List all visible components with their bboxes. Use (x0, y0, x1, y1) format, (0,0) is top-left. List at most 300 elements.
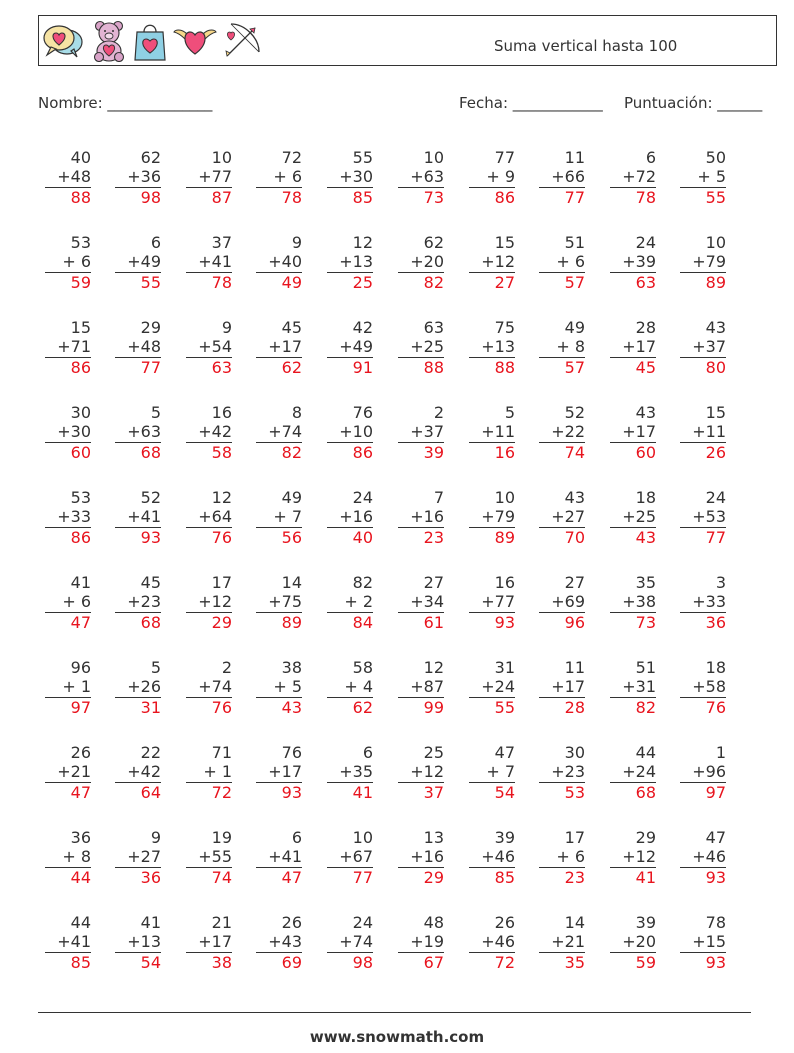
footer-divider (38, 1012, 751, 1013)
second-addend: +20 (622, 932, 656, 951)
addition-problem (680, 658, 726, 717)
first-addend: 17 (564, 828, 585, 847)
first-addend: 40 (70, 148, 91, 167)
first-addend: 77 (494, 148, 515, 167)
addition-problem (398, 148, 444, 207)
second-addend: + 6 (273, 167, 302, 186)
second-addend: +42 (198, 422, 232, 441)
score-field: Puntuación: ______ (624, 94, 763, 112)
addition-problem (539, 233, 585, 292)
answer: 86 (70, 528, 91, 547)
first-addend: 30 (70, 403, 91, 422)
first-addend: 47 (494, 743, 515, 762)
second-addend: + 6 (62, 252, 91, 271)
addition-problem (45, 573, 91, 632)
first-addend: 1 (715, 743, 726, 762)
second-addend: +37 (410, 422, 444, 441)
addition-problem (186, 233, 232, 292)
addition-problem (398, 573, 444, 632)
second-addend: +96 (692, 762, 726, 781)
addition-problem (186, 318, 232, 377)
addition-problem (539, 743, 585, 802)
addition-problem (469, 233, 515, 292)
second-addend: +12 (198, 592, 232, 611)
second-addend: +43 (268, 932, 302, 951)
answer: 60 (70, 443, 91, 462)
addition-problem (186, 913, 232, 972)
first-addend: 51 (635, 658, 656, 677)
addition-problem (398, 403, 444, 462)
addition-problem (680, 403, 726, 462)
answer: 63 (211, 358, 232, 377)
answer: 59 (635, 953, 656, 972)
answer: 59 (70, 273, 91, 292)
answer: 85 (352, 188, 373, 207)
second-addend: +25 (622, 507, 656, 526)
answer: 88 (494, 358, 515, 377)
second-addend: +46 (692, 847, 726, 866)
addition-problem (680, 233, 726, 292)
answer: 82 (635, 698, 656, 717)
answer: 78 (211, 273, 232, 292)
answer: 35 (564, 953, 585, 972)
first-addend: 22 (140, 743, 161, 762)
second-addend: +77 (198, 167, 232, 186)
first-addend: 14 (281, 573, 302, 592)
addition-problem (610, 318, 656, 377)
addition-problem (256, 828, 302, 887)
first-addend: 96 (70, 658, 91, 677)
addition-problem (680, 148, 726, 207)
second-addend: +74 (339, 932, 373, 951)
answer: 76 (705, 698, 726, 717)
addition-problem (327, 403, 373, 462)
answer: 23 (564, 868, 585, 887)
first-addend: 53 (70, 233, 91, 252)
addition-problem (327, 488, 373, 547)
second-addend: +25 (410, 337, 444, 356)
answer: 57 (564, 273, 585, 292)
answer: 27 (494, 273, 515, 292)
answer: 49 (281, 273, 302, 292)
first-addend: 13 (423, 828, 444, 847)
answer: 89 (281, 613, 302, 632)
second-addend: +40 (268, 252, 302, 271)
addition-problem (680, 488, 726, 547)
first-addend: 6 (362, 743, 373, 762)
answer: 97 (705, 783, 726, 802)
answer: 41 (635, 868, 656, 887)
first-addend: 24 (635, 233, 656, 252)
first-addend: 12 (423, 658, 444, 677)
addition-problem (610, 913, 656, 972)
second-addend: +69 (551, 592, 585, 611)
addition-problem (469, 403, 515, 462)
answer: 88 (423, 358, 444, 377)
addition-problem (45, 828, 91, 887)
second-addend: +12 (481, 252, 515, 271)
answer: 78 (635, 188, 656, 207)
first-addend: 29 (140, 318, 161, 337)
answer: 77 (564, 188, 585, 207)
answer: 47 (281, 868, 302, 887)
second-addend: +23 (127, 592, 161, 611)
answer: 97 (70, 698, 91, 717)
answer: 54 (140, 953, 161, 972)
name-field: Nombre: ______________ (38, 94, 213, 112)
answer: 57 (564, 358, 585, 377)
second-addend: +75 (268, 592, 302, 611)
first-addend: 75 (494, 318, 515, 337)
first-addend: 39 (494, 828, 515, 847)
addition-problem (115, 148, 161, 207)
addition-problem (539, 318, 585, 377)
addition-problem (186, 828, 232, 887)
addition-problem (469, 318, 515, 377)
addition-problem (256, 233, 302, 292)
addition-problem (398, 828, 444, 887)
addition-problem (610, 233, 656, 292)
teddy-bear-icon (91, 20, 127, 62)
second-addend: +48 (57, 167, 91, 186)
second-addend: + 4 (344, 677, 373, 696)
first-addend: 26 (494, 913, 515, 932)
second-addend: +30 (57, 422, 91, 441)
first-addend: 18 (705, 658, 726, 677)
answer: 62 (352, 698, 373, 717)
addition-problem (469, 148, 515, 207)
addition-problem (610, 658, 656, 717)
addition-problem (539, 573, 585, 632)
first-addend: 48 (423, 913, 444, 932)
addition-problem (327, 913, 373, 972)
first-addend: 21 (211, 913, 232, 932)
answer: 29 (211, 613, 232, 632)
second-addend: +27 (127, 847, 161, 866)
first-addend: 2 (221, 658, 232, 677)
second-addend: +41 (57, 932, 91, 951)
first-addend: 10 (211, 148, 232, 167)
answer: 47 (70, 783, 91, 802)
first-addend: 5 (504, 403, 515, 422)
addition-problem (256, 318, 302, 377)
answer: 93 (705, 868, 726, 887)
first-addend: 6 (150, 233, 161, 252)
first-addend: 35 (635, 573, 656, 592)
addition-problem (256, 658, 302, 717)
second-addend: +24 (622, 762, 656, 781)
addition-problem (45, 403, 91, 462)
answer: 73 (635, 613, 656, 632)
addition-problem (45, 148, 91, 207)
answer: 16 (494, 443, 515, 462)
answer: 47 (70, 613, 91, 632)
answer: 87 (211, 188, 232, 207)
answer: 38 (211, 953, 232, 972)
answer: 63 (635, 273, 656, 292)
first-addend: 9 (150, 828, 161, 847)
answer: 70 (564, 528, 585, 547)
page-title: Suma vertical hasta 100 (494, 37, 678, 55)
chat-hearts-icon (41, 20, 85, 60)
answer: 82 (281, 443, 302, 462)
addition-problem (539, 913, 585, 972)
second-addend: +23 (551, 762, 585, 781)
first-addend: 15 (705, 403, 726, 422)
addition-problem (327, 828, 373, 887)
first-addend: 15 (70, 318, 91, 337)
answer: 93 (140, 528, 161, 547)
first-addend: 2 (433, 403, 444, 422)
first-addend: 50 (705, 148, 726, 167)
addition-problem (610, 573, 656, 632)
answer: 44 (70, 868, 91, 887)
addition-problem (327, 318, 373, 377)
first-addend: 55 (352, 148, 373, 167)
addition-problem (115, 743, 161, 802)
second-addend: +22 (551, 422, 585, 441)
addition-problem (469, 658, 515, 717)
first-addend: 49 (564, 318, 585, 337)
first-addend: 25 (423, 743, 444, 762)
addition-problem (115, 403, 161, 462)
addition-problem (610, 148, 656, 207)
second-addend: +67 (339, 847, 373, 866)
first-addend: 43 (564, 488, 585, 507)
addition-problem (115, 233, 161, 292)
second-addend: +42 (127, 762, 161, 781)
first-addend: 10 (423, 148, 444, 167)
second-addend: +12 (622, 847, 656, 866)
answer: 93 (705, 953, 726, 972)
addition-problem (115, 318, 161, 377)
second-addend: +72 (622, 167, 656, 186)
addition-problem (610, 488, 656, 547)
first-addend: 26 (70, 743, 91, 762)
addition-problem (186, 488, 232, 547)
addition-problem (539, 828, 585, 887)
second-addend: +58 (692, 677, 726, 696)
addition-problem (469, 828, 515, 887)
first-addend: 9 (291, 233, 302, 252)
addition-problem (327, 148, 373, 207)
second-addend: +48 (127, 337, 161, 356)
second-addend: +17 (268, 762, 302, 781)
first-addend: 76 (281, 743, 302, 762)
second-addend: + 8 (556, 337, 585, 356)
addition-problem (256, 488, 302, 547)
addition-problem (327, 658, 373, 717)
answer: 98 (140, 188, 161, 207)
answer: 45 (635, 358, 656, 377)
answer: 68 (635, 783, 656, 802)
first-addend: 72 (281, 148, 302, 167)
second-addend: +13 (481, 337, 515, 356)
answer: 53 (564, 783, 585, 802)
first-addend: 49 (281, 488, 302, 507)
second-addend: + 9 (486, 167, 515, 186)
second-addend: +38 (622, 592, 656, 611)
addition-problem (398, 318, 444, 377)
first-addend: 10 (352, 828, 373, 847)
addition-problem (45, 743, 91, 802)
answer: 68 (140, 443, 161, 462)
first-addend: 6 (645, 148, 656, 167)
first-addend: 24 (705, 488, 726, 507)
addition-problem (256, 148, 302, 207)
second-addend: +53 (692, 507, 726, 526)
heart-bag-icon (133, 20, 167, 62)
header-icons (41, 20, 263, 62)
answer: 36 (140, 868, 161, 887)
first-addend: 39 (635, 913, 656, 932)
second-addend: + 6 (556, 252, 585, 271)
first-addend: 78 (705, 913, 726, 932)
answer: 68 (140, 613, 161, 632)
answer: 77 (705, 528, 726, 547)
first-addend: 44 (70, 913, 91, 932)
answer: 93 (494, 613, 515, 632)
second-addend: +11 (481, 422, 515, 441)
answer: 69 (281, 953, 302, 972)
answer: 96 (564, 613, 585, 632)
first-addend: 82 (352, 573, 373, 592)
first-addend: 47 (705, 828, 726, 847)
first-addend: 36 (70, 828, 91, 847)
addition-problem (610, 743, 656, 802)
second-addend: +74 (198, 677, 232, 696)
second-addend: +30 (339, 167, 373, 186)
second-addend: +34 (410, 592, 444, 611)
addition-problem (186, 148, 232, 207)
addition-problem (45, 658, 91, 717)
answer: 43 (281, 698, 302, 717)
addition-problem (398, 743, 444, 802)
first-addend: 41 (140, 913, 161, 932)
first-addend: 62 (140, 148, 161, 167)
first-addend: 52 (140, 488, 161, 507)
second-addend: +15 (692, 932, 726, 951)
date-field: Fecha: ____________ (459, 94, 603, 112)
addition-problem (186, 658, 232, 717)
first-addend: 27 (423, 573, 444, 592)
addition-problem (680, 318, 726, 377)
answer: 55 (140, 273, 161, 292)
answer: 74 (211, 868, 232, 887)
answer: 86 (70, 358, 91, 377)
addition-problem (680, 743, 726, 802)
addition-problem (610, 828, 656, 887)
answer: 72 (494, 953, 515, 972)
first-addend: 30 (564, 743, 585, 762)
second-addend: +12 (410, 762, 444, 781)
addition-problem (256, 743, 302, 802)
second-addend: +36 (127, 167, 161, 186)
answer: 86 (352, 443, 373, 462)
second-addend: +13 (339, 252, 373, 271)
answer: 55 (494, 698, 515, 717)
addition-problem (469, 913, 515, 972)
addition-problem (327, 743, 373, 802)
second-addend: +79 (692, 252, 726, 271)
answer: 54 (494, 783, 515, 802)
addition-problem (45, 488, 91, 547)
second-addend: +79 (481, 507, 515, 526)
first-addend: 58 (352, 658, 373, 677)
second-addend: +16 (410, 847, 444, 866)
first-addend: 43 (705, 318, 726, 337)
second-addend: +41 (127, 507, 161, 526)
second-addend: +16 (410, 507, 444, 526)
answer: 80 (705, 358, 726, 377)
addition-problem (45, 318, 91, 377)
answer: 62 (281, 358, 302, 377)
addition-problem (398, 233, 444, 292)
answer: 88 (70, 188, 91, 207)
addition-problem (256, 913, 302, 972)
answer: 37 (423, 783, 444, 802)
second-addend: +20 (410, 252, 444, 271)
first-addend: 16 (494, 573, 515, 592)
answer: 89 (705, 273, 726, 292)
answer: 98 (352, 953, 373, 972)
first-addend: 29 (635, 828, 656, 847)
second-addend: +71 (57, 337, 91, 356)
first-addend: 15 (494, 233, 515, 252)
answer: 41 (352, 783, 373, 802)
second-addend: +10 (339, 422, 373, 441)
first-addend: 37 (211, 233, 232, 252)
second-addend: + 2 (344, 592, 373, 611)
answer: 39 (423, 443, 444, 462)
second-addend: +35 (339, 762, 373, 781)
first-addend: 26 (281, 913, 302, 932)
second-addend: +37 (692, 337, 726, 356)
cupid-arrow-icon (223, 20, 263, 60)
first-addend: 28 (635, 318, 656, 337)
answer: 31 (140, 698, 161, 717)
answer: 99 (423, 698, 444, 717)
second-addend: +11 (692, 422, 726, 441)
second-addend: + 7 (486, 762, 515, 781)
second-addend: +13 (127, 932, 161, 951)
addition-problem (539, 403, 585, 462)
answer: 40 (352, 528, 373, 547)
answer: 73 (423, 188, 444, 207)
second-addend: +49 (127, 252, 161, 271)
second-addend: +26 (127, 677, 161, 696)
first-addend: 12 (211, 488, 232, 507)
second-addend: + 7 (273, 507, 302, 526)
first-addend: 43 (635, 403, 656, 422)
addition-problem (610, 403, 656, 462)
first-addend: 31 (494, 658, 515, 677)
answer: 91 (352, 358, 373, 377)
answer: 36 (705, 613, 726, 632)
first-addend: 19 (211, 828, 232, 847)
first-addend: 5 (150, 658, 161, 677)
first-addend: 41 (70, 573, 91, 592)
second-addend: +31 (622, 677, 656, 696)
addition-problem (398, 913, 444, 972)
first-addend: 62 (423, 233, 444, 252)
first-addend: 42 (352, 318, 373, 337)
addition-problem (539, 658, 585, 717)
first-addend: 17 (211, 573, 232, 592)
addition-problem (680, 828, 726, 887)
answer: 58 (211, 443, 232, 462)
second-addend: + 6 (62, 592, 91, 611)
